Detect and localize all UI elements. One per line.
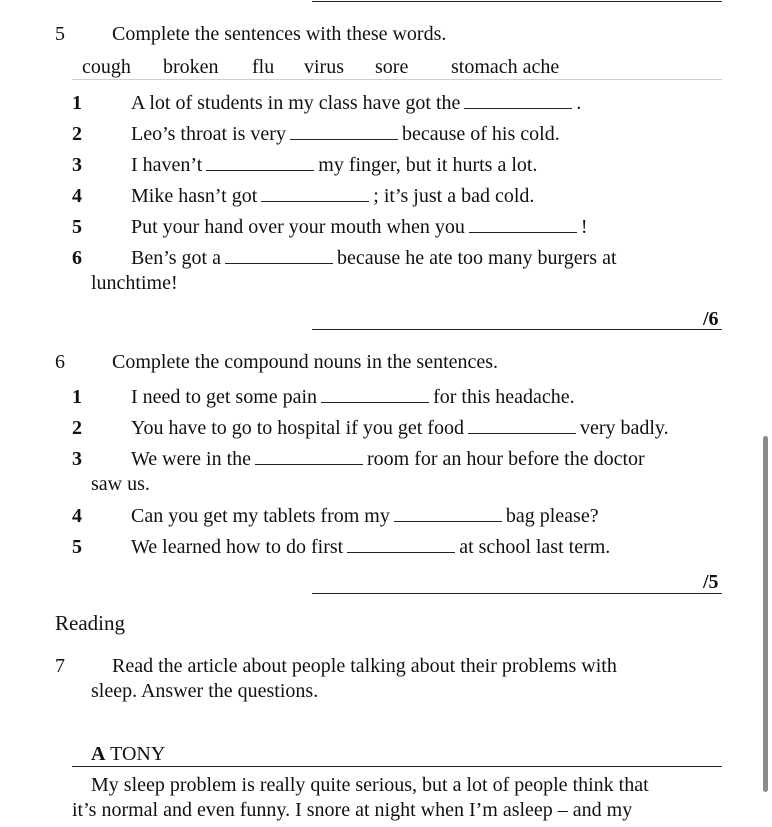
answer-blank[interactable]: [206, 154, 314, 171]
answer-blank[interactable]: [261, 185, 369, 202]
score-rule: [312, 329, 722, 330]
answer-blank[interactable]: [394, 505, 502, 522]
sentence: I haven’t my finger, but it hurts a lot.: [131, 154, 538, 176]
sentence: Put your hand over your mouth when you !: [131, 216, 588, 238]
exercise-6-instruction: Complete the compound nouns in the sentences.: [112, 351, 499, 373]
article-section-title: A TONY: [91, 743, 166, 765]
top-rule: [312, 1, 722, 2]
answer-blank[interactable]: [469, 216, 577, 233]
answer-blank[interactable]: [225, 247, 333, 264]
sentence: Leo’s throat is very because of his cold.: [131, 123, 560, 145]
article-paragraph-line: it’s normal and even funny. I snore at night when I’m asleep – and my: [72, 799, 633, 821]
item-number: 4: [72, 505, 82, 527]
sentence: I need to get some pain for this headache.: [131, 386, 575, 408]
item-number: 3: [72, 448, 82, 470]
exercise-5-instruction: Complete the sentences with these words.: [112, 23, 447, 45]
item-number: 2: [72, 417, 82, 439]
item-number: 5: [72, 216, 82, 238]
word-box-item: cough: [82, 56, 131, 78]
item-number: 2: [72, 123, 82, 145]
exercise-7-instruction: Read the article about people talking about their problems with: [112, 655, 617, 677]
scrollbar-thumb[interactable]: [763, 436, 768, 792]
exercise-6-number: 6: [55, 351, 65, 373]
item-number: 6: [72, 247, 82, 269]
sentence: You have to go to hospital if you get food very badly.: [131, 417, 669, 439]
sentence-continuation: saw us.: [91, 473, 150, 495]
exercise-7-instruction-cont: sleep. Answer the questions.: [91, 680, 319, 702]
section-heading: Reading: [55, 611, 125, 635]
answer-blank[interactable]: [347, 536, 455, 553]
sentence: Mike hasn’t got ; it’s just a bad cold.: [131, 185, 535, 207]
score-rule: [312, 593, 722, 594]
item-number: 3: [72, 154, 82, 176]
word-box-item: virus: [304, 56, 344, 78]
item-number: 5: [72, 536, 82, 558]
answer-blank[interactable]: [464, 92, 572, 109]
answer-blank[interactable]: [290, 123, 398, 140]
article-paragraph-cut: [72, 821, 722, 827]
word-box-item: broken: [163, 56, 219, 78]
answer-blank[interactable]: [468, 417, 576, 434]
word-box-rule: [72, 79, 722, 80]
score-label: /5: [703, 571, 719, 593]
exercise-5-number: 5: [55, 23, 65, 45]
sentence: A lot of students in my class have got the .: [131, 92, 582, 114]
item-number: 1: [72, 386, 82, 408]
answer-blank[interactable]: [321, 386, 429, 403]
item-number: 1: [72, 92, 82, 114]
word-box-item: sore: [375, 56, 409, 78]
sentence: We learned how to do first at school last term.: [131, 536, 611, 558]
item-number: 4: [72, 185, 82, 207]
score-label: /6: [703, 308, 719, 330]
article-section-rule: [72, 766, 722, 767]
exercise-7-number: 7: [55, 655, 65, 677]
sentence: Can you get my tablets from my bag please?: [131, 505, 599, 527]
answer-blank[interactable]: [255, 448, 363, 465]
article-paragraph-line: My sleep problem is really quite serious, but a lot of people think that: [91, 774, 649, 796]
sentence-continuation: lunchtime!: [91, 272, 178, 294]
word-box-item: stomach ache: [451, 56, 560, 78]
word-box-item: flu: [252, 56, 275, 78]
sentence: Ben’s got a because he ate too many burgers at: [131, 247, 617, 269]
sentence: We were in the room for an hour before the doctor: [131, 448, 645, 470]
